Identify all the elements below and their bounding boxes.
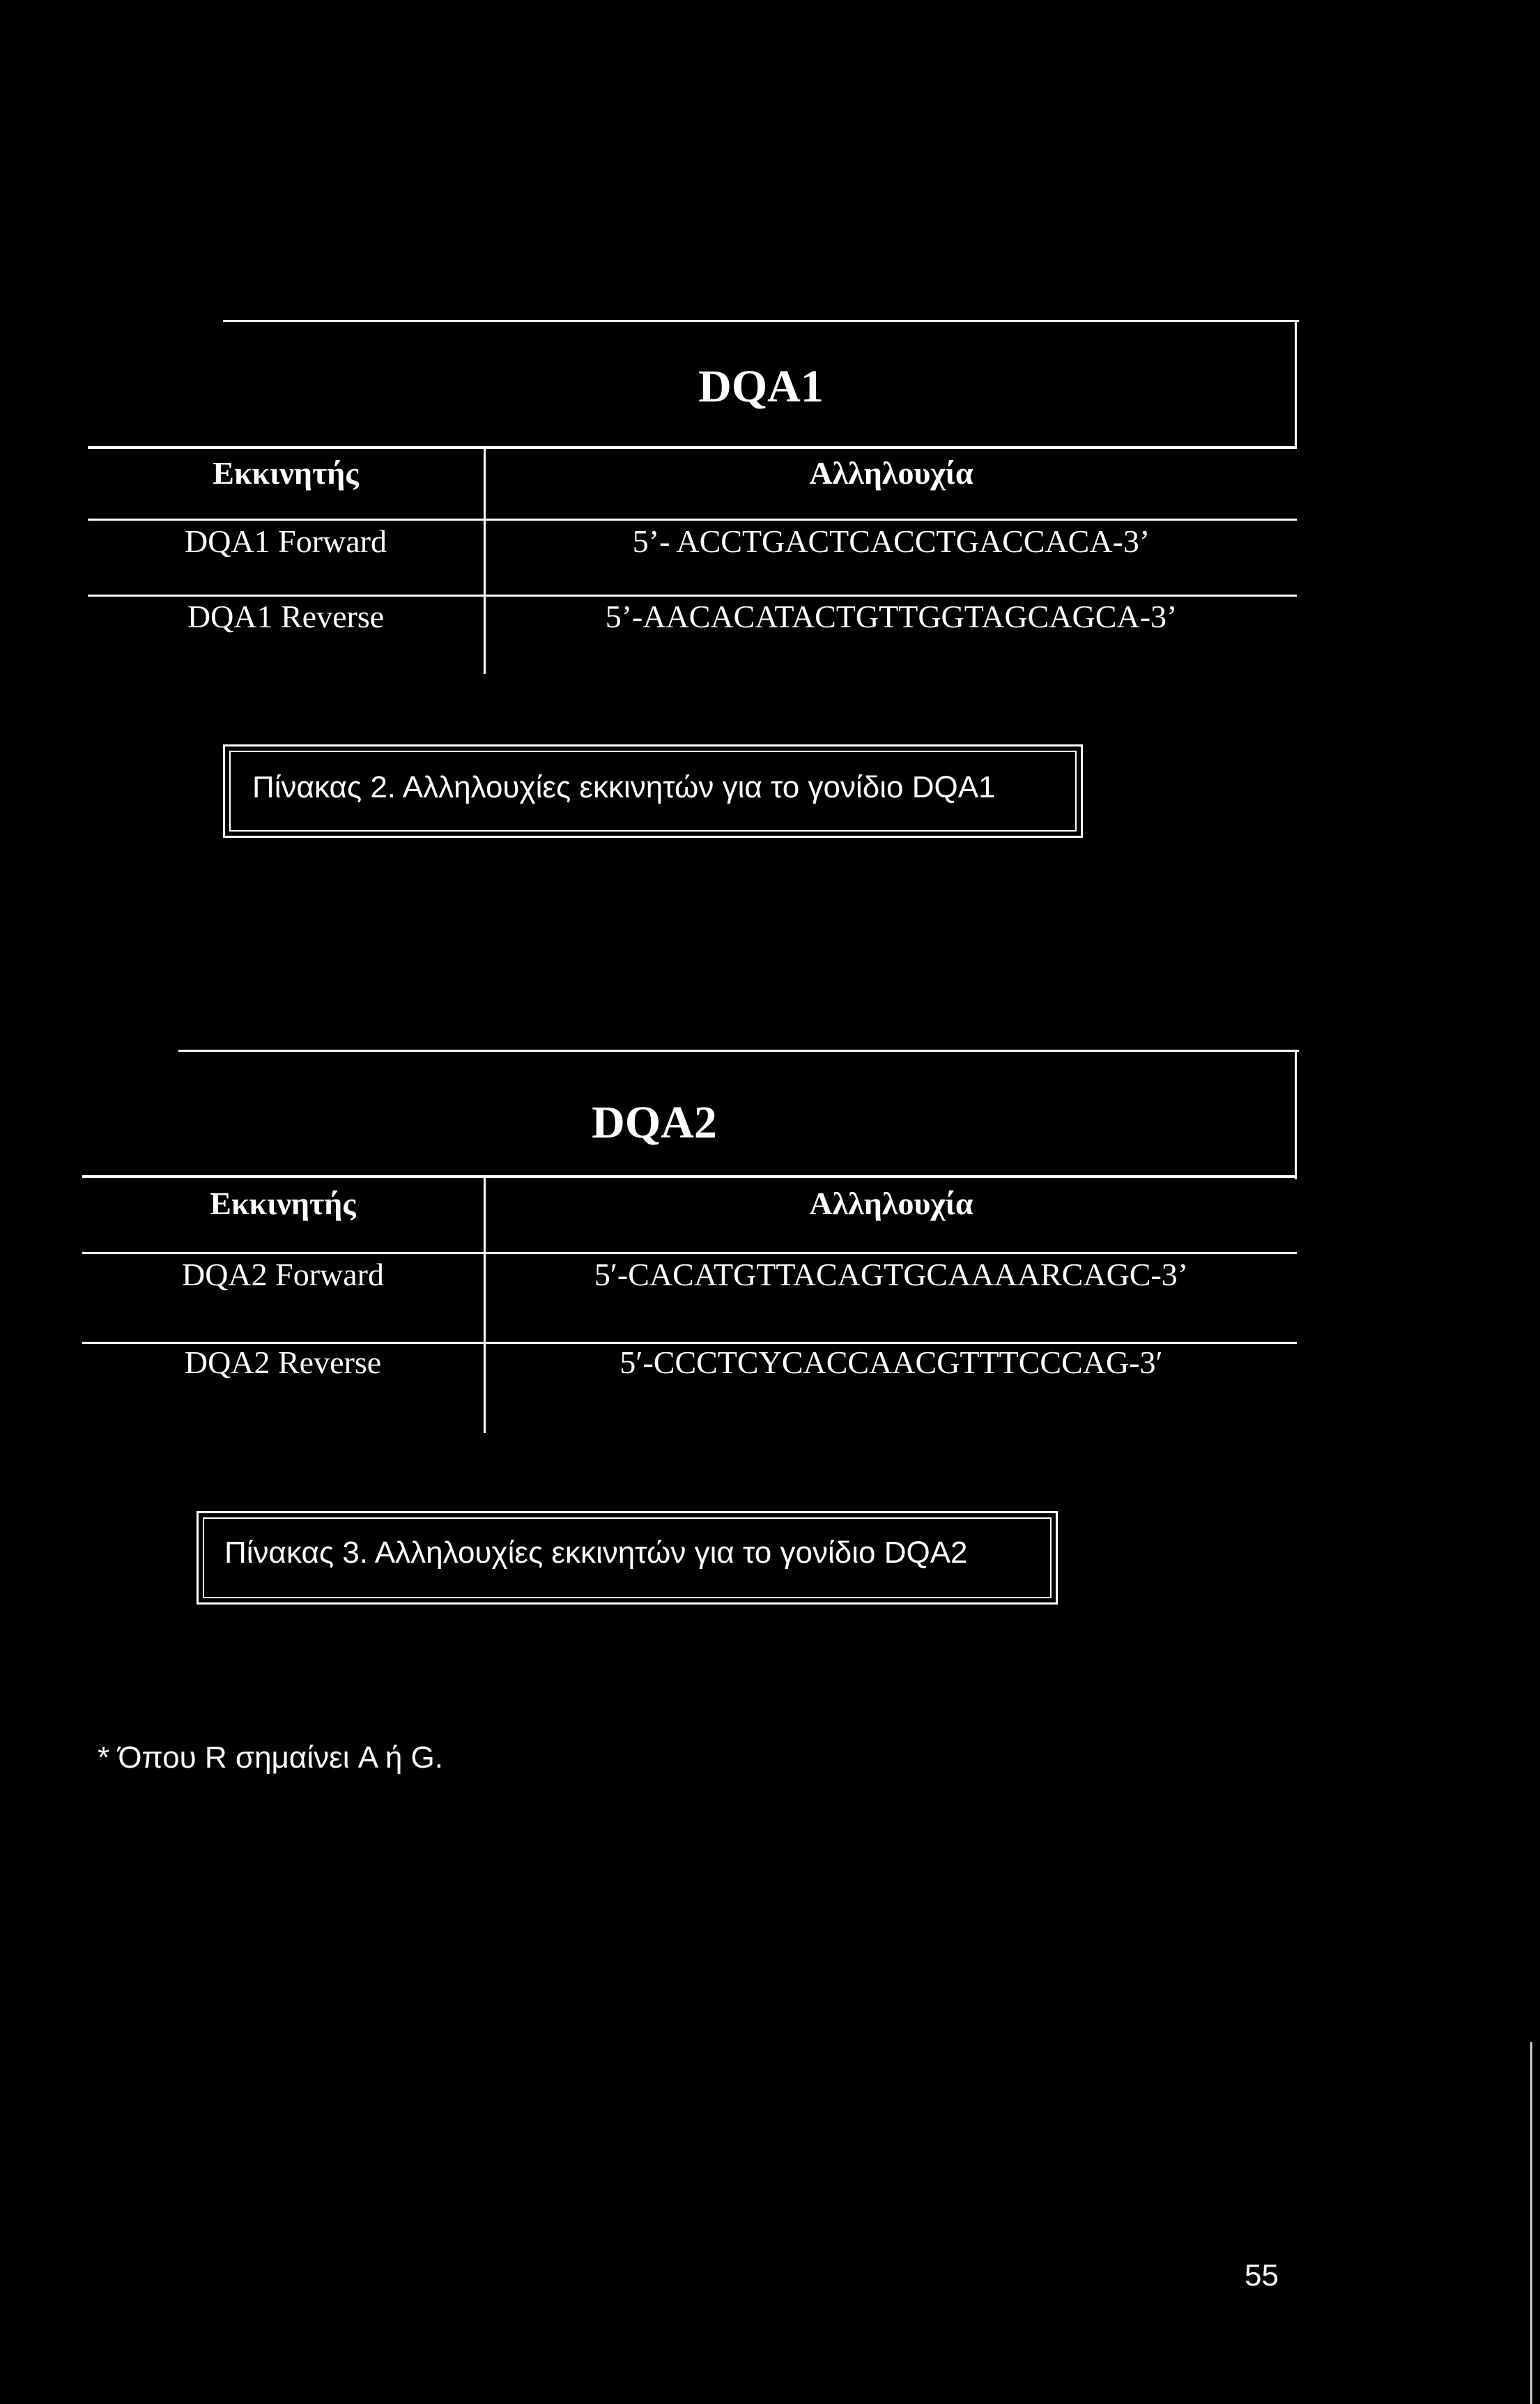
- table2-row1-primer: DQA2 Forward: [181, 1257, 384, 1292]
- table1-top-border: [223, 320, 1299, 322]
- table2-row1-sequence: 5′-CACATGTTACAGTGCAAAARCAGC-3’: [594, 1257, 1189, 1292]
- table1-row-line-1: [88, 519, 1297, 521]
- scan-edge-artifact: [1530, 2042, 1532, 2404]
- table2-title: DQA2: [592, 1097, 717, 1148]
- table1-row1-primer: DQA1 Forward: [184, 523, 387, 559]
- table1-row2-primer: DQA1 Reverse: [187, 599, 385, 634]
- table2-header-top-line: [82, 1175, 1297, 1178]
- table1-header-sequence: Αλληλουχία: [809, 455, 973, 491]
- table1-title: DQA1: [698, 361, 824, 412]
- table2-row-line-2: [82, 1342, 1297, 1344]
- table1-row-line-2: [88, 595, 1297, 597]
- page-number: 55: [1245, 2258, 1279, 2292]
- table1-header-top-line: [88, 446, 1297, 449]
- footnote: * Όπου R σημαίνει A ή G.: [98, 1740, 444, 1775]
- table2-row2-primer: DQA2 Reverse: [184, 1345, 382, 1380]
- table1-row1-sequence: 5’- ACCTGACTCACCTGACCACA-3’: [632, 523, 1150, 559]
- table2-header-primer: Εκκινητής: [210, 1186, 356, 1221]
- table1-header-primer: Εκκινητής: [213, 455, 359, 491]
- table2-row-line-1: [82, 1252, 1297, 1254]
- table2-caption: Πίνακας 3. Αλληλουχίες εκκινητών για το γονίδιο DQA2: [224, 1536, 968, 1570]
- table1-row2-sequence: 5’-AACACATACTGTTGGTAGCAGCA-3’: [605, 599, 1178, 634]
- table2-top-border: [178, 1050, 1299, 1052]
- table1-caption: Πίνακας 2. Αλληλουχίες εκκινητών για το γονίδιο DQA1: [252, 770, 996, 804]
- table2-row2-sequence: 5′-CCCTCYCACCAACGTTTCCCAG-3′: [619, 1345, 1163, 1380]
- table2-header-sequence: Αλληλουχία: [809, 1186, 973, 1221]
- table2-right-border: [1295, 1050, 1297, 1179]
